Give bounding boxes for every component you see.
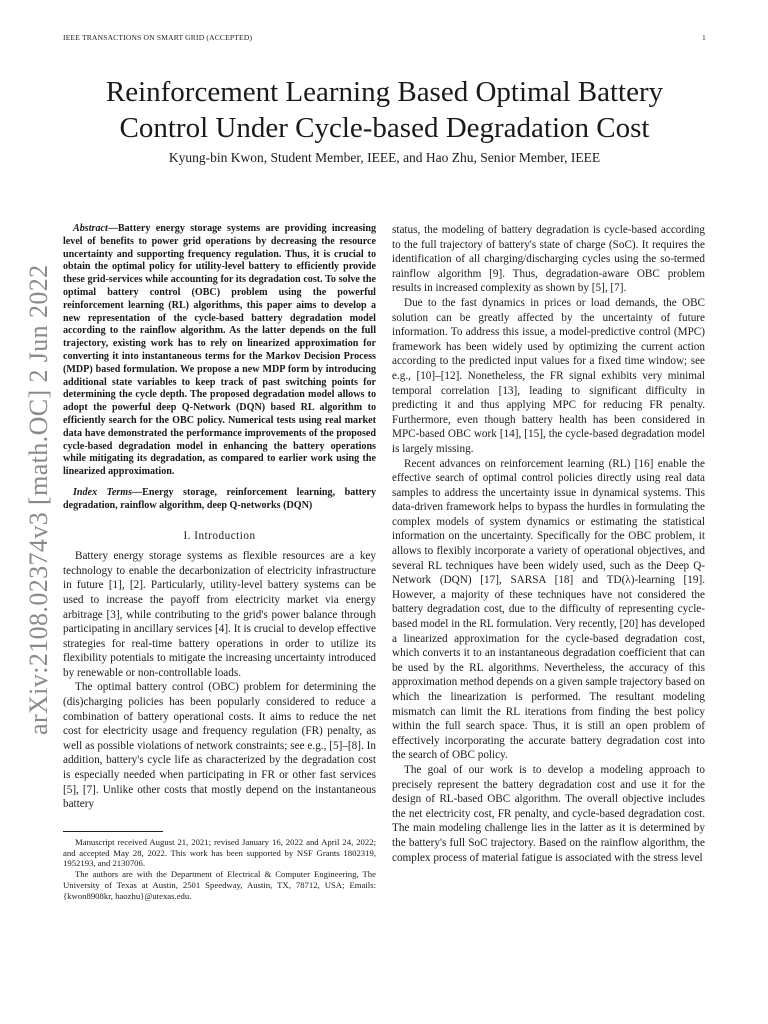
footnote-divider <box>63 831 163 832</box>
intro-paragraph-4: Due to the fast dynamics in prices or load demands, the OBC solution can be greatly affected by the uncertainty of future information. To address this issue, a model-predictive control (MPC) framework has been widely used by optimizing the current action according to the predicted input values for a fixed time window; see e.g., [10]–[12]. Nonetheless, the FR signal exhibits very minimal temporal correlation [13], leading to significant difficulty in predicting it and thus applying MPC for reducing FR penalty. Furthermore, even though battery health has been considered in MPC-based OBC work [14], [15], the cycle-based degradation model is largely missing. <box>392 296 705 455</box>
abstract <box>63 223 376 479</box>
abstract-text: —Battery energy storage systems are providing increasing level of benefits to power grid operations by decreasing the resource uncertainty and supporting frequency regulation. Thus, it is crucial to obtain the optimal policy for utility-level battery to efficiently provide these grid-services while accounting for its degradation cost. To solve the optimal battery control (OBC) problem using the powerful reinforcement learning (RL) algorithms, this paper aims to develop a new representation of the cycle-based battery degradation model according to the rainflow algorithm. As the latter depends on the full trajectory, existing work has to rely on linearized approximation for converting it into instantaneous terms for the Markov Decision Process (MDP) based formulation. We propose a new MDP form by introducing additional state variables to keep track of past switching points for determining the cycle depth. The proposed degradation model allows to adopt the powerful deep Q-Network (DQN) based RL algorithm to efficiently search for the OBC policy. Numerical tests using real market data have demonstrated the performance improvements of the proposed cycle-based degradation model in enhancing the battery operations while mitigating its degradation, as compared to earlier work using the linearized approximation. <box>63 223 376 478</box>
abstract-label: Abstract <box>73 223 108 234</box>
footnote-manuscript: Manuscript received August 21, 2021; revised January 16, 2022 and April 24, 2022; and accepted May 28, 2022. This work has been supported by NSF Grants 1802319, 1952193, and 2130706. <box>63 836 376 869</box>
intro-paragraph-3: status, the modeling of battery degradation is cycle-based according to the full trajectory of battery's state of charge (SoC). It requires the identification of all charging/discharging cycles using the so-termed rainflow algorithm [9]. Thus, degradation-aware OBC problem results in increased complexity as shown by [5], [7]. <box>392 224 705 295</box>
page-number: 1 <box>702 33 706 42</box>
arxiv-identifier: arXiv:2108.02374v3 [math.OC] 2 Jun 2022 <box>24 264 53 735</box>
running-head <box>63 33 706 42</box>
paper-title: Reinforcement Learning Based Optimal Battery Control Under Cycle-based Degradation Cost <box>105 76 664 144</box>
right-column <box>392 223 705 865</box>
journal-name: IEEE TRANSACTIONS ON SMART GRID (ACCEPTED) <box>63 33 253 42</box>
left-column <box>63 223 376 902</box>
section-heading-introduction: I. Introduction <box>183 529 256 542</box>
intro-paragraph-1: Battery energy storage systems as flexible resources are a key technology to enable the decarbonization of electricity infrastructure in future [1], [2]. Particularly, utility-level battery systems can be used to increase the payoff from electricity market via energy arbitrage [3], while contributing to the grid's power balance through participating in ancillary services [4]. It is crucial to develop effective strategies for real-time battery operations in order to utilize its flexibility potentials to mitigate the increasing uncertainty introduced by renewable or non-controllable loads. <box>63 550 376 679</box>
index-terms-label: Index Terms <box>73 486 133 498</box>
footnote-affiliation: The authors are with the Department of Electrical & Computer Engineering, The University of Texas at Austin, 2501 Speedway, Austin, TX, 78712, USA; Emails: {kwon8908kr, haozhu}@utexas.edu. <box>63 869 376 901</box>
index-terms-text: —Energy storage, reinforcement learning, battery degradation, rainflow algorithm, deep Q-networks (DQN) <box>63 486 376 511</box>
intro-paragraph-6: The goal of our work is to develop a modeling approach to precisely represent the battery degradation cost and use it for the design of RL-based OBC algorithm. The overall objective includes the net electricity cost, FR penalty, and cycle-based degradation cost. The main modeling challenge lies in the latter as it is determined by the battery's full SoC trajectory. Based on the rainflow algorithm, the complex process of material fatigue is associated with the stress level <box>392 763 705 864</box>
index-terms <box>63 487 376 513</box>
intro-paragraph-5: Recent advances on reinforcement learning (RL) [16] enable the effective search of optimal control policies directly using real data samples to address the uncertainty issue in dynamical systems. This data-driven framework helps to bypass the hurdles in formulating the complex models of system dynamics or estimating the statistical information on the uncertainty. Specifically for the OBC problem, it allows to flexibly incorporate a variety of operational objectives, and several RL techniques have been widely used, such as the Deep Q-Network (DQN) [17], SARSA [18] and TD(λ)-learning [19]. However, a majority of these techniques have not considered the battery degradation cost, due to the difficulty of representing cycle-based model in the RL formulation. Very recently, [20] has developed a linearized approximation for the cycle-based degradation cost, which converts it to an instantaneous degradation coefficient that can be used by the RL algorithms. Nevertheless, the accuracy of this approximation method depends on a given sample trajectory based on which the linearization is performed. The resultant modeling mismatch can limit the RL iterations from finding the best policy within the full search space. Thus, it is still an open problem of effectively incorporating the accurate battery degradation cost into the search of OBC policy. <box>392 457 705 762</box>
intro-paragraph-2: The optimal battery control (OBC) problem for determining the (dis)charging policies has been popularly considered to reduce a combination of battery operational costs. It aims to reduce the net cost for electricity usage and frequency regulation (FR) penalty, as well as possible violations of network constraints; see e.g., [5]–[8]. In addition, battery's cycle life as characterized by the degradation cost is especially needed when participating in FR or other fast services [5], [7]. Unlike other costs that mostly depend on the instantaneous battery <box>63 681 376 811</box>
author-line: Kyung-bin Kwon, Student Member, IEEE, and Hao Zhu, Senior Member, IEEE <box>168 150 601 165</box>
